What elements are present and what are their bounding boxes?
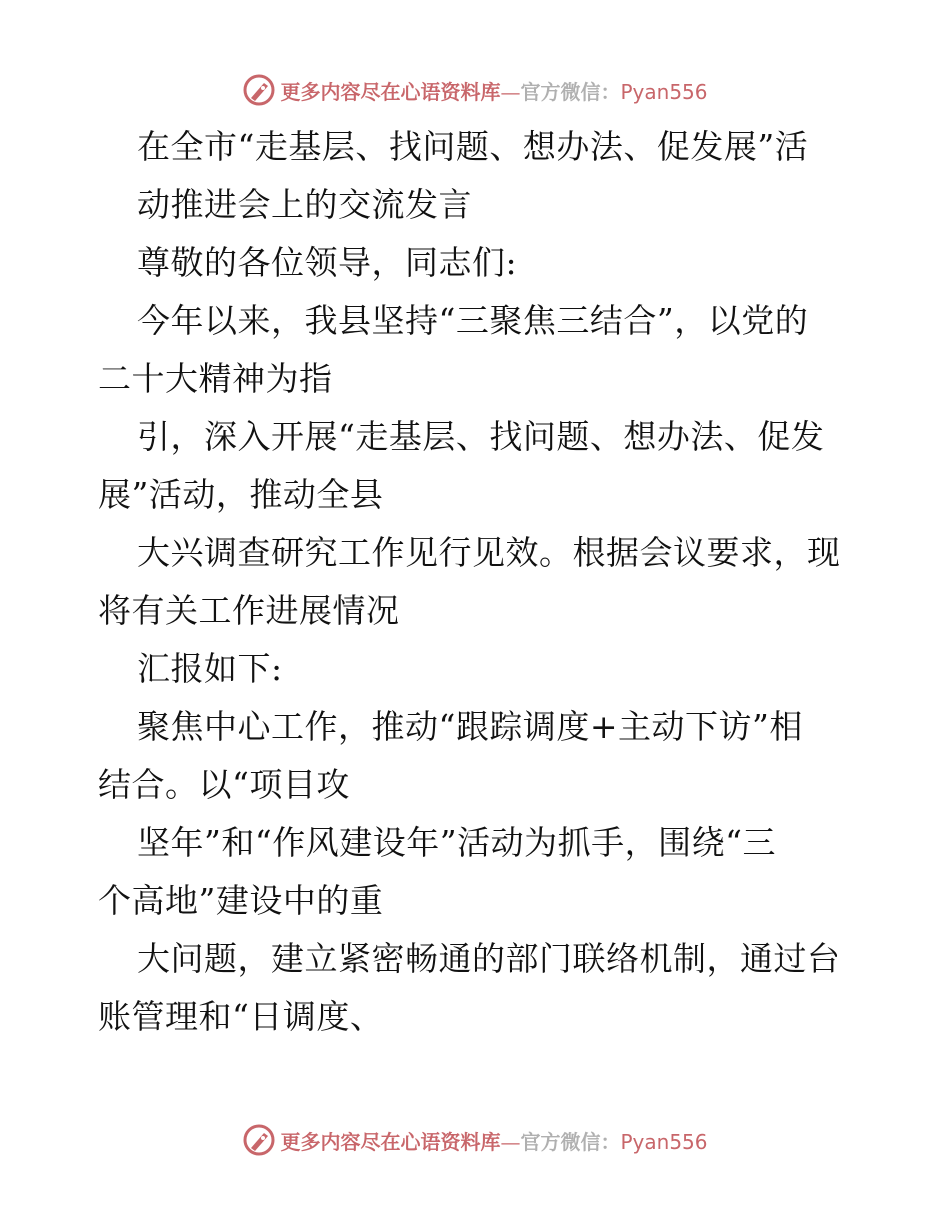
watermark-text: 更多内容尽在心语资料库—官方微信：Pyan556: [280, 79, 708, 104]
text-line: 在全市“走基层、找问题、想办法、促发展”活: [137, 127, 809, 166]
watermark-text: 更多内容尽在心语资料库—官方微信：Pyan556: [280, 1129, 708, 1154]
text-line: 二十大精神为指: [98, 359, 333, 398]
text-line: 今年以来，我县坚持“三聚焦三结合”，以党的: [137, 301, 809, 340]
pen-nib-logo-icon: [242, 73, 276, 107]
text-line: 汇报如下:: [137, 649, 283, 688]
text-line: 引，深入开展“走基层、找问题、想办法、促发: [137, 417, 825, 456]
text-line: 将有关工作进展情况: [98, 591, 400, 630]
text-line: 动推进会上的交流发言: [137, 185, 472, 224]
text-line: 展”活动，推动全县: [98, 475, 384, 514]
text-line: 尊敬的各位领导，同志们:: [137, 243, 518, 282]
text-line: 账管理和“日调度、: [98, 997, 384, 1036]
text-line: 大兴调查研究工作见行见效。根据会议要求，现: [137, 533, 841, 572]
footer-watermark: [0, 1120, 950, 1160]
text-line: 大问题，建立紧密畅通的部门联络机制，通过台: [137, 939, 841, 978]
text-line: 结合。以“项目攻: [98, 765, 350, 804]
text-line: 个高地”建设中的重: [98, 881, 384, 920]
pen-nib-logo-icon: [242, 1123, 276, 1157]
text-line: 聚焦中心工作，推动“跟踪调度+主动下访”相: [137, 707, 803, 746]
text-line: 坚年”和“作风建设年”活动为抓手，围绕“三: [137, 823, 776, 862]
header-watermark: [0, 70, 950, 110]
